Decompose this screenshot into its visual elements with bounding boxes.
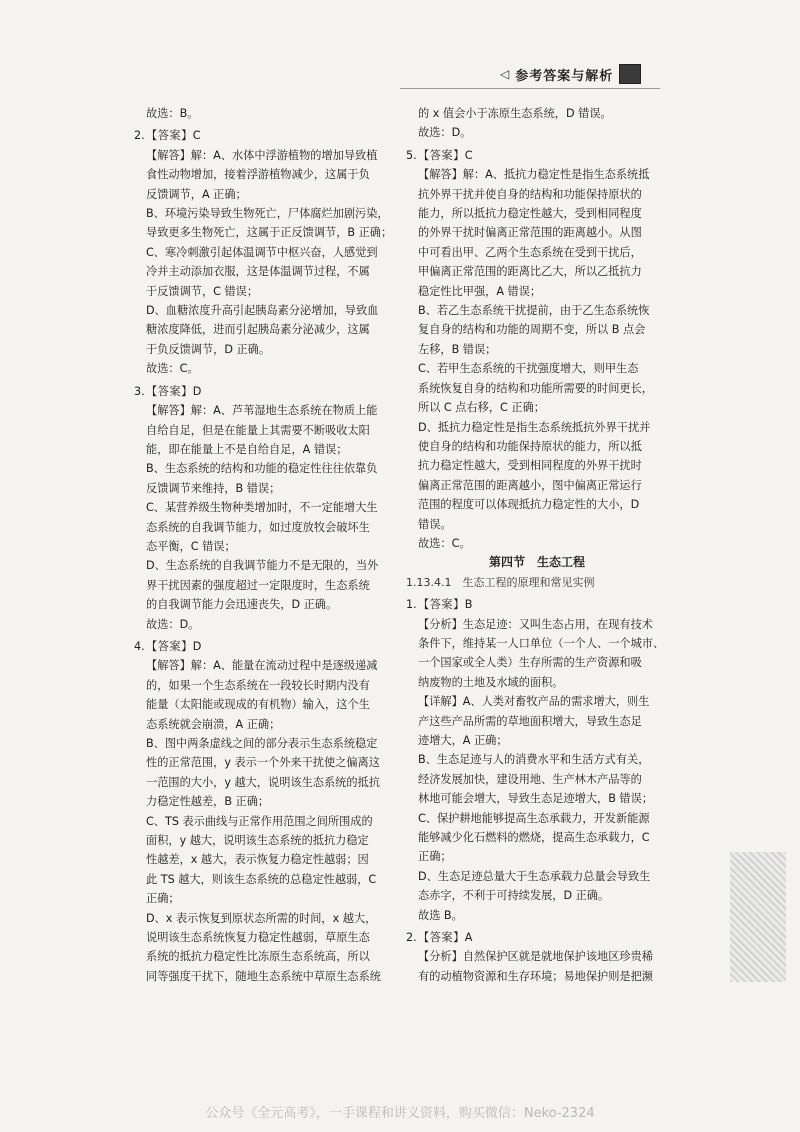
footer-watermark: 公众号《全元高考》，一手课程和讲义资料，购买微信：Neko-2324: [205, 1106, 595, 1121]
question-number: 3.: [134, 384, 145, 398]
q1-conclusion: 故选：B。: [146, 107, 199, 120]
question-5: [406, 146, 668, 554]
text-line: 【解答】解：A、芦苇湿地生态系统在物质上能: [146, 404, 378, 418]
text-line: 一个国家或全人类）生存所需的生产资源和吸: [418, 656, 642, 670]
text-line: 有的动植物资源和生存环境；易地保护则是把濒: [418, 969, 653, 983]
solution-text: [406, 615, 668, 926]
text-line: 态平衡，C 错误；: [146, 539, 236, 553]
text-line: 冷并主动添加衣服，这是体温调节过程，不属: [146, 265, 370, 279]
text-line: 错误。: [418, 517, 452, 531]
question-3: [134, 382, 396, 634]
text-line: 糖浓度降低，进而引起胰岛素分泌减少，这属: [146, 323, 370, 337]
q4-continuation: [406, 104, 668, 143]
answer-label: 【答案】D: [146, 639, 202, 653]
conclusion: 故选 B。: [418, 908, 463, 922]
text-line: D、x 表示恢复到原状态所需的时间，x 越大，: [146, 911, 377, 925]
text-line: 能，即在能量上不是自给自足，A 错误；: [146, 442, 348, 456]
text-line: 同等强度干扰下，随地生态系统中草原生态系统: [146, 969, 381, 983]
solution-text: [134, 146, 396, 379]
scan-artifact: [730, 852, 786, 982]
text-line: 纳废物的土地及水域的面积。: [418, 675, 564, 689]
text-line: 【解答】解：A、能量在流动过程中是逐级递减: [146, 659, 378, 673]
answer-label: 【答案】B: [418, 598, 473, 612]
text-line: C、寒冷刺激引起体温调节中枢兴奋，人感觉到: [146, 245, 378, 259]
text-line: 【详解】A、人类对畜牧产品的需求增大，则生: [418, 695, 650, 709]
solution-text: [406, 947, 668, 986]
question-number: 1.: [406, 598, 417, 612]
page-header: [500, 62, 660, 86]
text-line: 态赤字，不利于可持续发展，D 正确。: [418, 889, 610, 903]
text-line: 界干扰因素的强度超过一定限度时，生态系统: [146, 578, 370, 592]
text-line: 抗外界干扰并使自身的结构和功能保持原状的: [418, 187, 642, 201]
section-title: 第四节 生态工程: [488, 555, 585, 570]
text-line: 的自我调节能力会迅速丧失，D 正确。: [146, 598, 338, 612]
text-line: 【分析】生态足迹：又叫生态占用，在现有技术: [418, 617, 653, 631]
text-line: 系统恢复自身的结构和功能所需要的时间更长，: [418, 381, 653, 395]
text-line: 态系统的自我调节能力，如过度放牧会破坏生: [146, 520, 370, 534]
text-line: 的 x 值会小于冻原生态系统，D 错误。: [418, 107, 612, 120]
text-line: C、若甲生态系统的干扰强度增大，则甲生态: [418, 362, 639, 376]
section-question-2: [406, 928, 668, 986]
text-line: 性越差，x 越大，表示恢复力稳定性越弱；因: [146, 853, 369, 867]
text-line: 说明该生态系统恢复力稳定性越弱，草原生态: [146, 931, 370, 945]
text-line: 偏离正常范围的距离越小，图中偏离正常运行: [418, 478, 642, 492]
question-number: 2.: [134, 129, 145, 143]
text-line: 能量（太阳能或现成的有机物）输入，这个生: [146, 698, 370, 712]
text-line: B、环境污染导致生物死亡，尸体腐烂加剧污染，: [146, 207, 389, 221]
text-line: 反馈调节来维持，B 错误；: [146, 481, 281, 495]
text-line: 能够减少化石燃料的燃烧，提高生态承载力，C: [418, 831, 650, 845]
text-line: 中可看出甲、乙两个生态系统在受到干扰后，: [418, 245, 642, 259]
text-line: B、若乙生态系统干扰提前，由于乙生态系统恢: [418, 304, 650, 318]
text-line: 食性动物增加，接着浮游植物减少，这属于负: [146, 168, 370, 182]
text-line: C、某营养级生物种类增加时，不一定能增大生: [146, 501, 378, 515]
text-line: B、生态足迹与人的消费水平和生活方式有关，: [418, 753, 650, 767]
text-line: D、抵抗力稳定性是指生态系统抵抗外界干扰并: [418, 420, 651, 434]
question-4: [134, 637, 396, 986]
conclusion: 故选：D。: [146, 617, 200, 631]
text-line: D、生态系统的自我调节能力不是无限的，当外: [146, 559, 379, 573]
text-line: D、血糖浓度升高引起胰岛素分泌增加，导致血: [146, 304, 379, 318]
right-column: [406, 104, 668, 986]
left-column: [134, 104, 396, 986]
text-line: 【解答】解：A、抵抗力稳定性是指生态系统抵: [418, 168, 650, 182]
solution-text: [406, 165, 668, 553]
text-line: 抗力稳定性越大，受到相同程度的外界干扰时: [418, 459, 642, 473]
text-line: B、生态系统的结构和功能的稳定性往往依靠负: [146, 462, 378, 476]
text-line: 迹增大，A 正确；: [418, 734, 508, 747]
text-line: 的外界干扰时偏离正常范围的距离越小。从图: [418, 226, 642, 240]
text-line: 于反馈调节，C 错误；: [146, 284, 259, 298]
text-line: 使自身的结构和功能保持原状的能力，所以抵: [418, 439, 642, 453]
text-line: 自给自足，但是在能量上其需要不断吸收太阳: [146, 423, 370, 437]
text-line: 性的正常范围，y 表示一个外来干扰使之偏离这: [146, 756, 380, 770]
question-number: 4.: [134, 639, 145, 653]
text-line: 导致更多生物死亡，这属于正反馈调节，B 正确；: [146, 226, 393, 240]
text-line: C、保护耕地能够提高生态承载力，开发新能源: [418, 811, 650, 825]
text-line: 力稳定性越差，B 正确；: [146, 795, 270, 809]
text-line: 产这些产品所需的草地面积增大，导致生态足: [418, 714, 642, 728]
answer-label: 【答案】A: [418, 931, 473, 945]
triangle-left-icon: ◁: [500, 67, 510, 81]
subsection-title: 1.13.4.1 生态工程的原理和常见实例: [406, 575, 595, 589]
text-line: 范围的程度可以体现抵抗力稳定性的大小，D: [418, 498, 640, 512]
text-line: 面积，y 越大，说明该生态系统的抵抗力稳定: [146, 834, 369, 848]
question-number: 2.: [406, 931, 417, 945]
text-line: 所以 C 点右移，C 正确；: [418, 401, 545, 415]
conclusion: 故选：C。: [146, 362, 199, 376]
text-line: 林地可能会增大，导致生态足迹增大，B 错误；: [418, 792, 653, 806]
header-rule: [400, 88, 660, 89]
text-line: 系统的抵抗力稳定性比冻原生态系统高，所以: [146, 950, 370, 964]
text-line: 能力，所以抵抗力稳定性越大，受到相同程度: [418, 207, 642, 221]
text-line: 反馈调节，A 正确；: [146, 187, 247, 201]
conclusion: 故选：D。: [418, 126, 472, 140]
text-line: 左移，B 错误；: [418, 342, 497, 356]
question-2: [134, 126, 396, 378]
solution-text: [134, 401, 396, 634]
answer-label: 【答案】D: [146, 384, 202, 398]
answer-label: 【答案】C: [146, 129, 202, 143]
text-line: 条件下，维持某一人口单位（一个人、一个城市、: [418, 636, 665, 650]
text-line: 【分析】自然保护区就是就地保护该地区珍贵稀: [418, 950, 653, 964]
text-line: 一范围的大小，y 越大，说明该生态系统的抵抗: [146, 775, 380, 789]
question-number: 5.: [406, 148, 417, 162]
logo-icon: [619, 64, 641, 84]
text-line: 正确；: [418, 850, 452, 864]
text-line: C、TS 表示曲线与正常作用范围之间所围成的: [146, 814, 373, 828]
text-line: 于负反馈调节，D 正确。: [146, 342, 271, 356]
text-line: 正确；: [146, 892, 180, 906]
text-line: B、图中两条虚线之间的部分表示生态系统稳定: [146, 737, 378, 750]
answer-label: 【答案】C: [418, 148, 474, 162]
text-line: 此 TS 越大，则该生态系统的总稳定性越弱，C: [146, 872, 377, 886]
text-line: 复自身的结构和功能的周期不变，所以 B 点会: [418, 323, 646, 337]
text-line: 甲偏离正常范围的距离比乙大，所以乙抵抗力: [418, 265, 642, 279]
text-line: 经济发展加快，建设用地、生产林木产品等的: [418, 772, 642, 786]
header-title: 参考答案与解析: [515, 68, 614, 84]
solution-text: [134, 656, 396, 986]
text-line: 的，如果一个生态系统在一段较长时期内没有: [146, 678, 370, 692]
section-question-1: [406, 595, 668, 925]
text-line: 【解答】解：A、水体中浮游植物的增加导致植: [146, 148, 378, 162]
text-line: 稳定性比甲强，A 错误；: [418, 284, 542, 298]
text-line: 态系统就会崩溃，A 正确；: [146, 717, 281, 731]
text-line: D、生态足迹总量大于生态承载力总量会导致生: [418, 869, 651, 883]
conclusion: 故选：C。: [418, 536, 471, 550]
